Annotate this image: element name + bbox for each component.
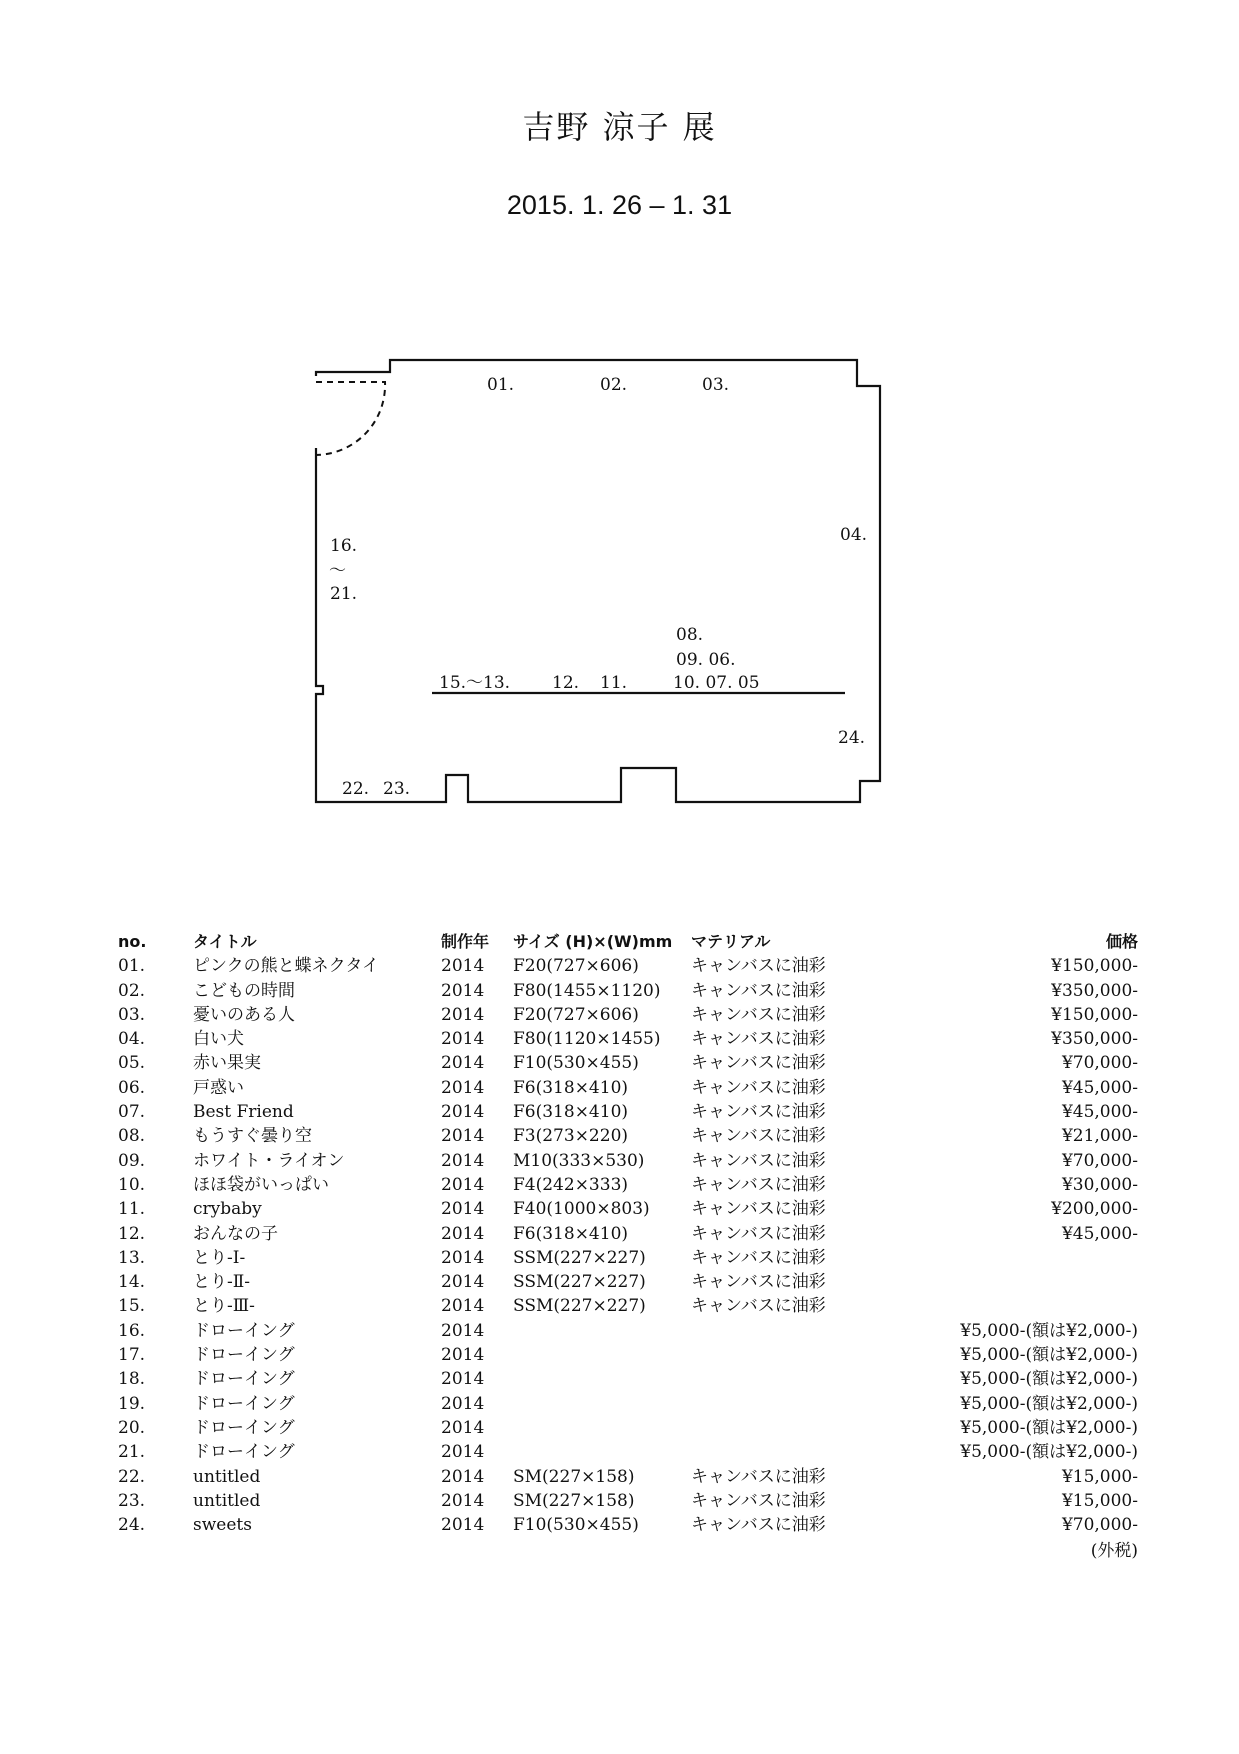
table-row <box>118 1513 1138 1537</box>
cell-title: untitled <box>193 1466 261 1487</box>
cell-no: 21. <box>118 1442 146 1463</box>
artwork-list-table <box>118 930 1138 1537</box>
cell-material: キャンバスに油彩 <box>691 1515 826 1536</box>
header-title: タイトル <box>193 932 257 951</box>
cell-year: 2014 <box>441 1466 485 1487</box>
cell-no: 14. <box>118 1272 146 1293</box>
table-header-row <box>118 930 1138 954</box>
wall-label-12: 12. <box>552 673 580 693</box>
cell-size: SM(227×158) <box>513 1466 635 1487</box>
cell-year: 2014 <box>441 1004 485 1025</box>
cell-material: キャンバスに油彩 <box>691 1466 826 1487</box>
cell-year: 2014 <box>441 1417 485 1438</box>
cell-year: 2014 <box>441 1490 485 1511</box>
table-row <box>118 1124 1138 1148</box>
table-body <box>118 954 1138 1537</box>
cell-price: ¥45,000- <box>1061 1077 1138 1098</box>
cell-year: 2014 <box>441 1272 485 1293</box>
cell-size <box>513 1343 691 1367</box>
cell-price <box>891 1294 1138 1318</box>
wall-label-21: 21. <box>330 584 358 604</box>
cell-material <box>691 1343 891 1367</box>
cell-year: 2014 <box>441 1442 485 1463</box>
cell-size: F20(727×606) <box>513 956 639 977</box>
wall-label-03: 03. <box>702 375 730 395</box>
cell-size: F6(318×410) <box>513 1077 629 1098</box>
cell-year: 2014 <box>441 1126 485 1147</box>
cell-price: ¥45,000- <box>1061 1223 1138 1244</box>
cell-material: キャンバスに油彩 <box>691 1174 826 1195</box>
cell-material: キャンバスに油彩 <box>691 1199 826 1220</box>
cell-size <box>513 1367 691 1391</box>
cell-size <box>513 1440 691 1464</box>
cell-material <box>691 1367 891 1391</box>
cell-no: 13. <box>118 1247 146 1268</box>
cell-title: crybaby <box>193 1199 262 1220</box>
cell-year: 2014 <box>441 1077 485 1098</box>
wall-label-24: 24. <box>838 728 866 748</box>
cell-no: 06. <box>118 1077 146 1098</box>
cell-price <box>891 1246 1138 1270</box>
cell-no: 05. <box>118 1053 146 1074</box>
cell-no: 11. <box>118 1199 146 1220</box>
cell-material: キャンバスに油彩 <box>691 1004 826 1025</box>
gallery-walls <box>316 360 880 802</box>
cell-title: ドローイング <box>193 1442 295 1463</box>
wall-label-10-07-05: 10. 07. 05 <box>673 673 760 693</box>
cell-year: 2014 <box>441 1223 485 1244</box>
cell-title: ほほ袋がいっぱい <box>193 1174 329 1195</box>
header-price: 価格 <box>1105 932 1138 951</box>
cell-title: こどもの時間 <box>193 980 295 1001</box>
cell-title: ドローイング <box>193 1320 295 1341</box>
cell-no: 15. <box>118 1296 146 1317</box>
wall-label-16: 16. <box>330 536 358 556</box>
cell-material <box>691 1319 891 1343</box>
cell-year: 2014 <box>441 1174 485 1195</box>
cell-price: ¥5,000-(額は¥2,000-) <box>960 1442 1138 1463</box>
cell-year: 2014 <box>441 1247 485 1268</box>
cell-material: キャンバスに油彩 <box>691 1029 826 1050</box>
header-no: no. <box>118 932 147 951</box>
table-row <box>118 1149 1138 1173</box>
cell-title: ドローイング <box>193 1417 295 1438</box>
floor-plan <box>0 0 1239 820</box>
wall-label-15-13: 15.～13. <box>439 673 511 693</box>
cell-year: 2014 <box>441 980 485 1001</box>
cell-price: ¥150,000- <box>1051 956 1138 977</box>
wall-label-04: 04. <box>840 525 868 545</box>
tax-note: (外税) <box>1090 1541 1138 1561</box>
header-material: マテリアル <box>691 932 771 951</box>
cell-no: 16. <box>118 1320 146 1341</box>
cell-no: 03. <box>118 1004 146 1025</box>
cell-price: ¥5,000-(額は¥2,000-) <box>960 1417 1138 1438</box>
table-row <box>118 1246 1138 1270</box>
wall-label-tilde: ～ <box>329 561 346 581</box>
table-row <box>118 979 1138 1003</box>
wall-label-08: 08. <box>676 625 704 645</box>
table-row <box>118 1076 1138 1100</box>
cell-price: ¥21,000- <box>1061 1126 1138 1147</box>
cell-size: SM(227×158) <box>513 1490 635 1511</box>
cell-price: ¥5,000-(額は¥2,000-) <box>960 1345 1138 1366</box>
table-row <box>118 1440 1138 1464</box>
table-row <box>118 954 1138 978</box>
cell-title: sweets <box>193 1515 252 1536</box>
table-row <box>118 1100 1138 1124</box>
cell-price: ¥70,000- <box>1061 1150 1138 1171</box>
cell-material: キャンバスに油彩 <box>691 956 826 977</box>
cell-material: キャンバスに油彩 <box>691 1272 826 1293</box>
cell-no: 23. <box>118 1490 146 1511</box>
cell-year: 2014 <box>441 1345 485 1366</box>
door-swing <box>316 382 385 455</box>
cell-year: 2014 <box>441 1029 485 1050</box>
header-year: 制作年 <box>441 932 490 951</box>
wall-label-01: 01. <box>487 375 515 395</box>
cell-size: F80(1120×1455) <box>513 1029 661 1050</box>
cell-material: キャンバスに油彩 <box>691 1490 826 1511</box>
cell-no: 08. <box>118 1126 146 1147</box>
cell-price: ¥200,000- <box>1051 1199 1138 1220</box>
table-row <box>118 1465 1138 1489</box>
cell-no: 24. <box>118 1515 146 1536</box>
cell-title: 赤い果実 <box>193 1053 261 1074</box>
table-row <box>118 1343 1138 1367</box>
table-row <box>118 1197 1138 1221</box>
wall-label-02: 02. <box>600 375 628 395</box>
cell-price: ¥150,000- <box>1051 1004 1138 1025</box>
cell-material: キャンバスに油彩 <box>691 980 826 1001</box>
cell-year: 2014 <box>441 1102 485 1123</box>
cell-title: とり-Ⅲ- <box>193 1296 255 1317</box>
cell-price <box>891 1270 1138 1294</box>
cell-title: ホワイト・ライオン <box>193 1150 345 1171</box>
cell-size: SSM(227×227) <box>513 1272 646 1293</box>
cell-year: 2014 <box>441 1515 485 1536</box>
cell-no: 04. <box>118 1029 146 1050</box>
cell-price: ¥70,000- <box>1061 1515 1138 1536</box>
table-row <box>118 1392 1138 1416</box>
cell-no: 19. <box>118 1393 146 1414</box>
cell-year: 2014 <box>441 1199 485 1220</box>
table-row <box>118 1051 1138 1075</box>
cell-title: Best Friend <box>193 1102 294 1123</box>
cell-price: ¥15,000- <box>1061 1466 1138 1487</box>
cell-price: ¥5,000-(額は¥2,000-) <box>960 1320 1138 1341</box>
header-size: サイズ (H)×(W)mm <box>513 932 673 951</box>
cell-no: 02. <box>118 980 146 1001</box>
wall-label-11: 11. <box>600 673 628 693</box>
cell-size <box>513 1392 691 1416</box>
cell-material <box>691 1392 891 1416</box>
table-row <box>118 1294 1138 1318</box>
table-row <box>118 1027 1138 1051</box>
table-row <box>118 1222 1138 1246</box>
table-row <box>118 1319 1138 1343</box>
cell-title: 戸惑い <box>193 1077 244 1098</box>
cell-year: 2014 <box>441 1296 485 1317</box>
cell-material: キャンバスに油彩 <box>691 1102 826 1123</box>
cell-no: 18. <box>118 1369 146 1390</box>
cell-year: 2014 <box>441 1053 485 1074</box>
cell-no: 09. <box>118 1150 146 1171</box>
cell-material: キャンバスに油彩 <box>691 1077 826 1098</box>
cell-title: 憂いのある人 <box>193 1004 295 1025</box>
cell-size: F6(318×410) <box>513 1223 629 1244</box>
cell-material: キャンバスに油彩 <box>691 1223 826 1244</box>
cell-year: 2014 <box>441 956 485 977</box>
cell-price: ¥350,000- <box>1051 980 1138 1001</box>
cell-title: untitled <box>193 1490 261 1511</box>
cell-price: ¥350,000- <box>1051 1029 1138 1050</box>
table-row <box>118 1270 1138 1294</box>
cell-size: F40(1000×803) <box>513 1199 650 1220</box>
cell-no: 01. <box>118 956 146 977</box>
cell-title: もうすぐ曇り空 <box>193 1126 312 1147</box>
cell-title: ドローイング <box>193 1369 295 1390</box>
cell-price: ¥5,000-(額は¥2,000-) <box>960 1393 1138 1414</box>
cell-size: F4(242×333) <box>513 1174 629 1195</box>
cell-material: キャンバスに油彩 <box>691 1126 826 1147</box>
cell-size: M10(333×530) <box>513 1150 645 1171</box>
table-row <box>118 1416 1138 1440</box>
table-row <box>118 1003 1138 1027</box>
cell-size: F3(273×220) <box>513 1126 629 1147</box>
cell-size: SSM(227×227) <box>513 1247 646 1268</box>
cell-size: F6(318×410) <box>513 1102 629 1123</box>
exhibition-title: 吉野 涼子 展 <box>522 108 717 146</box>
cell-title: 白い犬 <box>193 1029 244 1050</box>
table-row <box>118 1173 1138 1197</box>
cell-size: F80(1455×1120) <box>513 980 661 1001</box>
cell-size: F10(530×455) <box>513 1515 639 1536</box>
cell-price: ¥70,000- <box>1061 1053 1138 1074</box>
cell-title: とり-Ⅰ- <box>193 1247 246 1268</box>
cell-no: 12. <box>118 1223 146 1244</box>
cell-material: キャンバスに油彩 <box>691 1247 826 1268</box>
cell-material: キャンバスに油彩 <box>691 1053 826 1074</box>
cell-size: F10(530×455) <box>513 1053 639 1074</box>
cell-material: キャンバスに油彩 <box>691 1296 826 1317</box>
wall-label-22: 22. <box>342 779 370 799</box>
cell-no: 10. <box>118 1174 146 1195</box>
cell-price: ¥5,000-(額は¥2,000-) <box>960 1369 1138 1390</box>
cell-title: おんなの子 <box>193 1223 278 1244</box>
cell-no: 22. <box>118 1466 146 1487</box>
table-row <box>118 1489 1138 1513</box>
cell-title: ピンクの熊と蝶ネクタイ <box>193 956 379 977</box>
cell-year: 2014 <box>441 1320 485 1341</box>
cell-price: ¥15,000- <box>1061 1490 1138 1511</box>
cell-title: ドローイング <box>193 1393 295 1414</box>
cell-material <box>691 1416 891 1440</box>
cell-price: ¥45,000- <box>1061 1102 1138 1123</box>
cell-size <box>513 1319 691 1343</box>
wall-label-23: 23. <box>383 779 411 799</box>
cell-size <box>513 1416 691 1440</box>
cell-material: キャンバスに油彩 <box>691 1150 826 1171</box>
cell-year: 2014 <box>441 1393 485 1414</box>
cell-size: SSM(227×227) <box>513 1296 646 1317</box>
exhibition-dates: 2015. 1. 26 – 1. 31 <box>506 190 733 220</box>
wall-label-09-06: 09. 06. <box>676 650 736 670</box>
cell-title: とり-Ⅱ- <box>193 1272 251 1293</box>
cell-material <box>691 1440 891 1464</box>
cell-year: 2014 <box>441 1369 485 1390</box>
cell-no: 17. <box>118 1345 146 1366</box>
cell-year: 2014 <box>441 1150 485 1171</box>
cell-title: ドローイング <box>193 1345 295 1366</box>
table-row <box>118 1367 1138 1391</box>
cell-price: ¥30,000- <box>1061 1174 1138 1195</box>
cell-size: F20(727×606) <box>513 1004 639 1025</box>
cell-no: 07. <box>118 1102 146 1123</box>
cell-no: 20. <box>118 1417 146 1438</box>
